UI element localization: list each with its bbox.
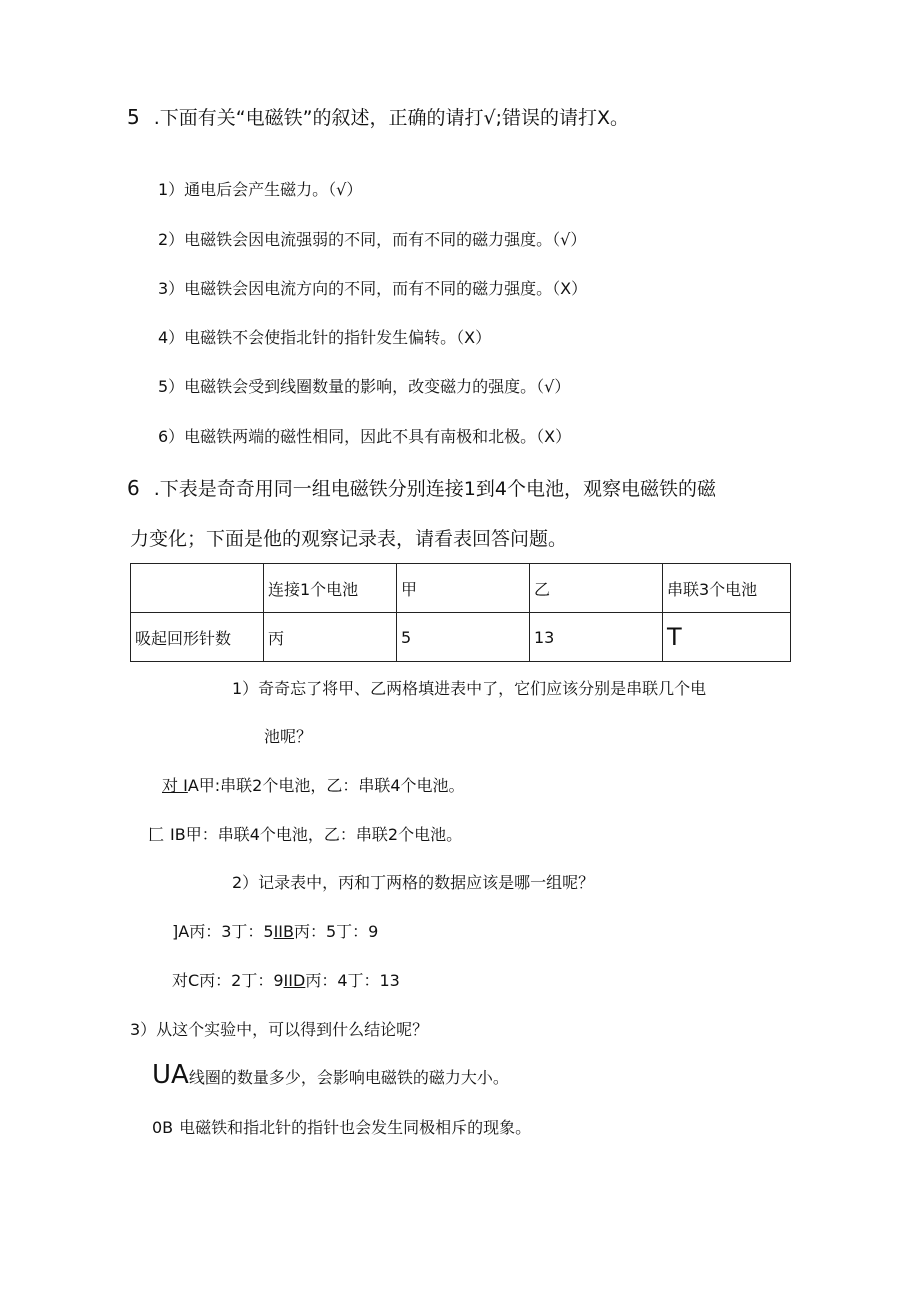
q6-sub3-option-b[interactable] [152,1115,531,1138]
q6-sub2-options-ab[interactable] [172,919,378,942]
table-header-row [131,564,791,613]
question-6-line1: .下表是奇奇用同一组电磁铁分别连接1到4个电池，观察电磁铁的磁 [153,478,716,500]
q6-sub1-option-a[interactable] [162,773,465,796]
table-cell: 连接1个电池 [264,564,397,613]
table-cell: 5 [397,613,530,662]
question-5-number: 5 [127,105,140,129]
question-5-title: .下面有关“电磁铁”的叙述，正确的请打√;错误的请打X。 [153,107,629,129]
table-cell: T [663,613,791,662]
observation-table [130,563,791,662]
table-cell: 甲 [397,564,530,613]
q6-sub3-question: 3）从这个实验中，可以得到什么结论呢？ [130,1020,429,1039]
table-cell: 乙 [530,564,663,613]
q5-item-4: 4）电磁铁不会使指北针的指针发生偏转。（X） [158,328,492,347]
option-text: 线圈的数量多少，会影响电磁铁的磁力大小。 [188,1068,509,1087]
checkbox-mark: UA [152,1060,189,1090]
question-6-number: 6 [127,476,140,500]
option-text: 丙：5丁：9 [293,922,379,941]
q6-sub3-option-a[interactable] [152,1060,509,1090]
q6-sub1-option-b[interactable] [148,822,462,845]
table-cell: 丙 [264,613,397,662]
table-row [131,613,791,662]
question-6-heading [127,474,716,501]
table-cell: 吸起回形针数 [131,613,264,662]
checkbox-mark: 0B [152,1118,174,1137]
table-cell: 串联3个电池 [663,564,791,613]
option-text: A甲:串联2个电池，乙：串联4个电池。 [187,776,465,795]
option-text: IB甲：串联4个电池，乙：串联2个电池。 [170,825,463,844]
q6-sub2-question: 2）记录表中，丙和丁两格的数据应该是哪一组呢？ [232,873,595,892]
table-cell [131,564,264,613]
checkbox-mark: IID [283,971,306,990]
question-5-heading [127,103,629,130]
option-text: ]A丙：3丁：5 [172,922,274,941]
checkbox-mark: 匚 [148,825,165,844]
q5-item-1: 1）通电后会产生磁力。（√） [158,180,363,199]
q5-item-5: 5）电磁铁会受到线圈数量的影响，改变磁力的强度。（√） [158,377,571,396]
question-6-line2: 力变化；下面是他的观察记录表，请看表回答问题。 [130,528,568,550]
q6-sub2-options-cd[interactable] [172,968,400,991]
table-cell: 13 [530,613,663,662]
q5-item-3: 3）电磁铁会因电流方向的不同，而有不同的磁力强度。（X） [158,279,588,298]
answer-mark: 对 I [162,776,188,795]
q6-sub1-question-line2: 池呢？ [264,727,313,746]
checkbox-mark: IIB [273,922,294,941]
q6-sub1-question-line1: 1）奇奇忘了将甲、乙两格填进表中了，它们应该分别是串联几个电 [232,679,707,698]
q5-item-2: 2）电磁铁会因电流强弱的不同，而有不同的磁力强度。（√） [158,230,587,249]
option-text: 对C丙：2丁：9 [172,971,284,990]
q5-item-6: 6）电磁铁两端的磁性相同，因此不具有南极和北极。（X） [158,427,572,446]
option-text: 电磁铁和指北针的指针也会发生同极相斥的现象。 [179,1118,532,1137]
option-text: 丙：4丁：13 [305,971,400,990]
